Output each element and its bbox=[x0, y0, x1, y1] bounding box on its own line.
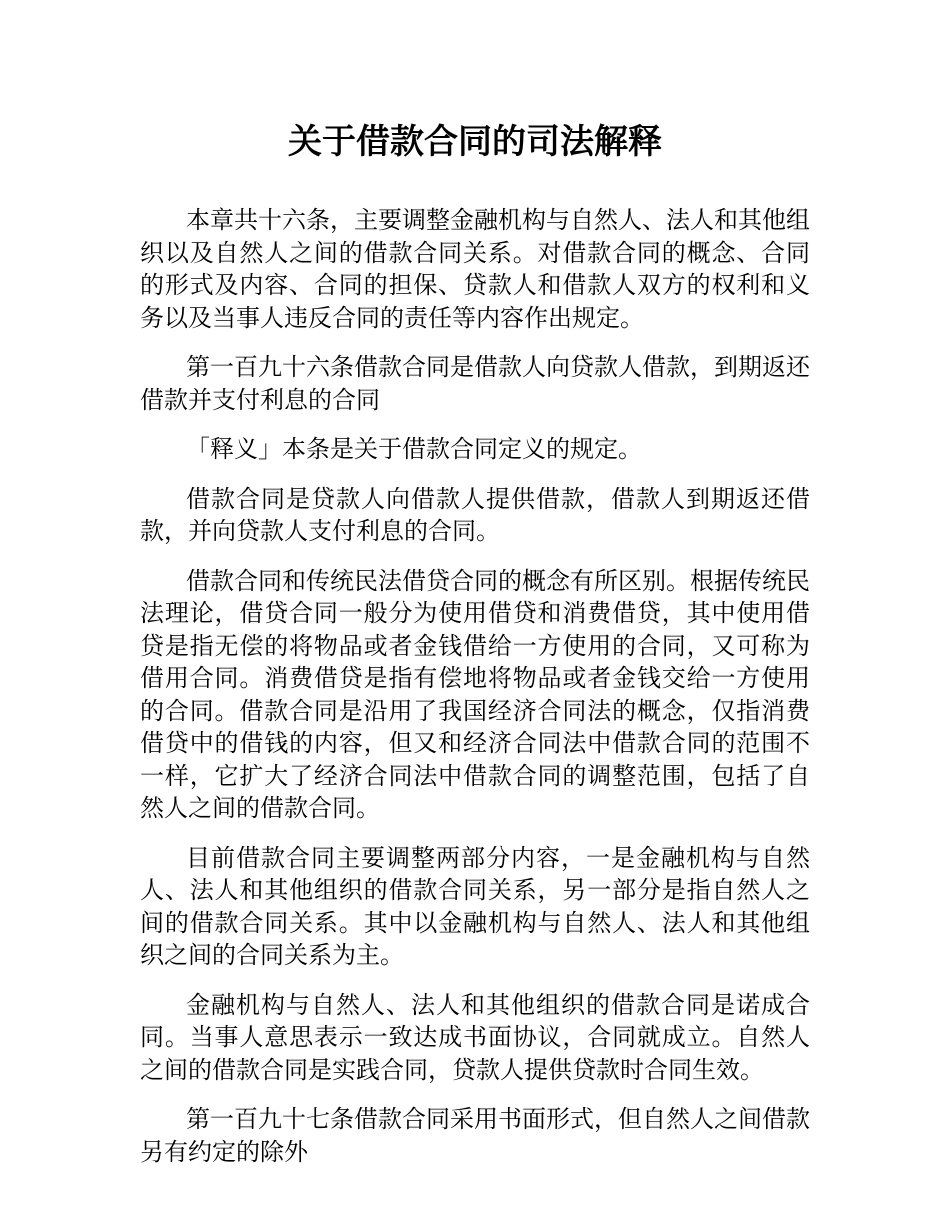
paragraph: 第一百九十六条借款合同是借款人向贷款人借款，到期返还借款并支付利息的合同 bbox=[140, 353, 810, 414]
document-title: 关于借款合同的司法解释 bbox=[288, 122, 662, 162]
paragraph: 「释义」本条是关于借款合同定义的规定。 bbox=[186, 435, 642, 463]
document-body bbox=[140, 204, 810, 1185]
paragraph: 借款合同和传统民法借贷合同的概念有所区别。根据传统民法理论，借贷合同一般分为使用借贷和消费借贷，其中使用借贷是指无偿的将物品或者金钱借给一方使用的合同，又可称为借用合同。消费借贷是指有偿地将物品或者金钱交给一方使用的合同。借款合同是沿用了我国经济合同法的概念，仅指消费借贷中的借钱的内容，但又和经济合同法中借款合同的范围不一样，它扩大了经济合同法中借款合同的调整范围，包括了自然人之间的借款合同。 bbox=[140, 566, 810, 822]
paragraph: 金融机构与自然人、法人和其他组织的借款合同是诺成合同。当事人意思表示一致达成书面协议，合同就成立。自然人之间的借款合同是实践合同，贷款人提供贷款时合同生效。 bbox=[140, 990, 810, 1084]
paragraph: 第一百九十七条借款合同采用书面形式，但自然人之间借款另有约定的除外 bbox=[140, 1105, 810, 1166]
paragraph: 目前借款合同主要调整两部分内容，一是金融机构与自然人、法人和其他组织的借款合同关系，另一部分是指自然人之间的借款合同关系。其中以金融机构与自然人、法人和其他组织之间的合同关系为主。 bbox=[140, 843, 810, 969]
paragraph: 借款合同是贷款人向借款人提供借款，借款人到期返还借款，并向贷款人支付利息的合同。 bbox=[140, 484, 810, 545]
paragraph: 本章共十六条，主要调整金融机构与自然人、法人和其他组织以及自然人之间的借款合同关系。对借款合同的概念、合同的形式及内容、合同的担保、贷款人和借款人双方的权利和义务以及当事人违反合同的责任等内容作出规定。 bbox=[140, 206, 810, 332]
